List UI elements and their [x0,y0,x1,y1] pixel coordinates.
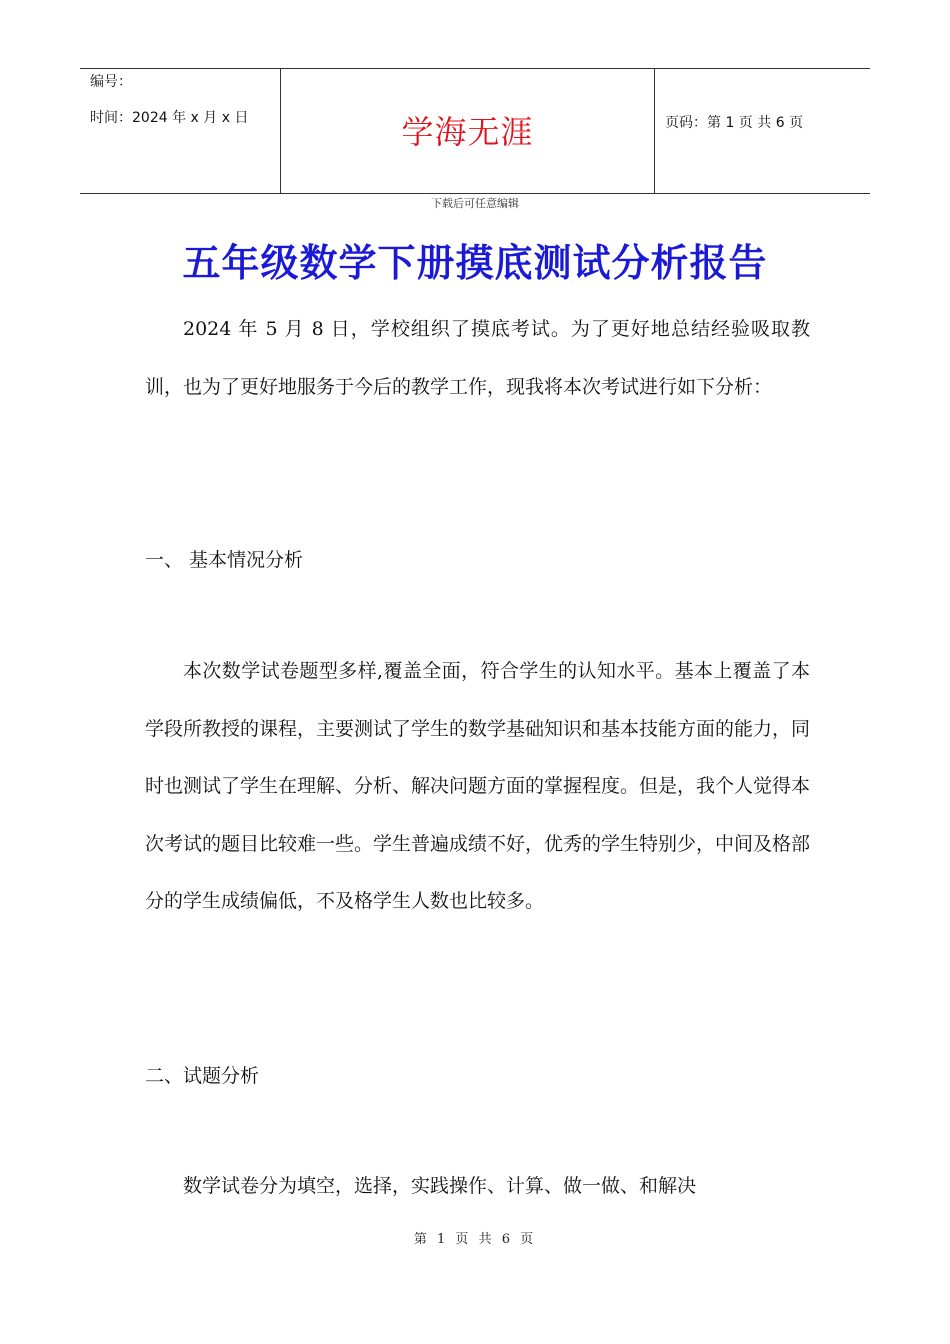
intro-paragraph: 2024 年 5 月 8 日，学校组织了摸底考试。为了更好地总结经验吸取教训，也为了更好地服务于今后的教学工作，现我将本次考试进行如下分析： [145,318,810,398]
section1-paragraph: 本次数学试卷题型多样,覆盖全面，符合学生的认知水平。基本上覆盖了本学段所教授的课程，主要测试了学生的数学基础知识和基本技能方面的能力，同时也测试了学生在理解、分析、解决问题方面的掌握程度。但是，我个人觉得本次考试的题目比较难一些。学生普遍成绩不好，优秀的学生特别少，中间及格部分的学生成绩偏低，不及格学生人数也比较多。 [145,660,811,912]
section-heading-1: 一、 基本情况分析 [145,549,304,571]
document-title: 五年级数学下册摸底测试分析报告 [182,240,768,285]
header-page-label: 页码：第 1 页 共 6 页 [665,115,804,131]
section2-paragraph-block [145,1158,810,1216]
document-number-label: 编号： [90,74,132,90]
section1-paragraph-block [145,643,810,931]
header-cell-left [80,69,281,193]
intro-paragraph-block [145,301,810,416]
document-time-label: 时间：2024 年 x 月 x 日 [90,110,249,126]
edit-note: 下载后可任意编辑 [431,197,519,210]
header-cell-middle [281,69,655,193]
document-header-table [80,68,870,194]
section-heading-2: 二、试题分析 [145,1065,260,1087]
page-footer: 第 1 页 共 6 页 [413,1232,537,1247]
header-motto: 学海无涯 [401,113,534,151]
section2-paragraph: 数学试卷分为填空，选择，实践操作、计算、做一做、和解决 [183,1175,697,1197]
header-cell-right [655,69,870,193]
